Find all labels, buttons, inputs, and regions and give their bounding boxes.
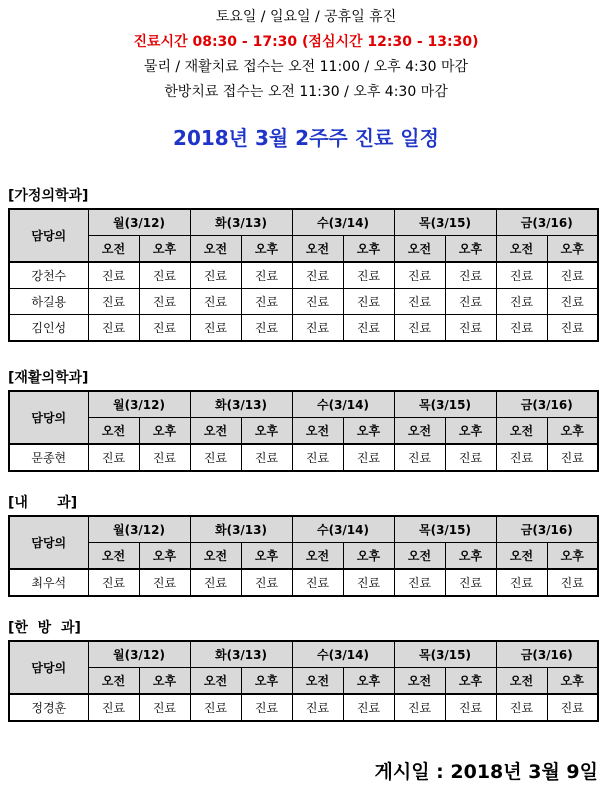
section-2	[8, 493, 598, 597]
doctor-name: 김인성	[9, 315, 88, 342]
schedule-cell: 진료	[139, 315, 190, 342]
doctor-name: 강천수	[9, 262, 88, 289]
schedule-cell: 진료	[547, 444, 598, 471]
day-header: 화(3/13)	[190, 641, 292, 668]
doctor-name: 최우석	[9, 569, 88, 596]
am-header: 오전	[394, 668, 445, 695]
day-header: 수(3/14)	[292, 516, 394, 543]
schedule-cell: 진료	[343, 262, 394, 289]
pm-header: 오후	[139, 236, 190, 263]
schedule-cell: 진료	[496, 569, 547, 596]
day-header: 금(3/16)	[496, 516, 598, 543]
am-header: 오전	[190, 236, 241, 263]
doctor-header: 담당의	[9, 641, 88, 694]
am-header: 오전	[292, 236, 343, 263]
schedule-cell: 진료	[241, 694, 292, 721]
am-header: 오전	[292, 418, 343, 445]
schedule-cell: 진료	[343, 289, 394, 315]
schedule-cell: 진료	[496, 289, 547, 315]
schedule-cell: 진료	[190, 694, 241, 721]
day-header: 목(3/15)	[394, 209, 496, 236]
schedule-table	[8, 208, 599, 342]
schedule-cell: 진료	[445, 315, 496, 342]
day-header: 금(3/16)	[496, 641, 598, 668]
schedule-cell: 진료	[343, 315, 394, 342]
schedule-cell: 진료	[343, 444, 394, 471]
schedule-cell: 진료	[445, 444, 496, 471]
department-label: [가정의학과]	[8, 188, 89, 204]
schedule-cell: 진료	[394, 262, 445, 289]
schedule-cell: 진료	[496, 444, 547, 471]
schedule-cell: 진료	[292, 444, 343, 471]
day-header: 금(3/16)	[496, 391, 598, 418]
schedule-cell: 진료	[292, 262, 343, 289]
doctor-name: 하길용	[9, 289, 88, 315]
day-header: 수(3/14)	[292, 641, 394, 668]
department-label: [한 방 과]	[8, 620, 81, 636]
day-header: 월(3/12)	[88, 641, 190, 668]
pm-header: 오후	[241, 668, 292, 695]
day-header: 화(3/13)	[190, 516, 292, 543]
pm-header: 오후	[343, 418, 394, 445]
pm-header: 오후	[547, 418, 598, 445]
table-row	[9, 315, 598, 342]
schedule-cell: 진료	[394, 315, 445, 342]
doctor-name: 정경훈	[9, 694, 88, 721]
pm-header: 오후	[241, 543, 292, 570]
rehab-notice: 물리 / 재활치료 접수는 오전 11:00 / 오후 4:30 마감	[143, 59, 469, 75]
schedule-cell: 진료	[547, 569, 598, 596]
am-header: 오전	[190, 543, 241, 570]
herbal-notice: 한방치료 접수는 오전 11:30 / 오후 4:30 마감	[164, 84, 448, 100]
schedule-cell: 진료	[394, 569, 445, 596]
day-header: 목(3/15)	[394, 516, 496, 543]
section-0	[8, 186, 598, 342]
schedule-cell: 진료	[496, 262, 547, 289]
schedule-cell: 진료	[190, 315, 241, 342]
table-row	[9, 289, 598, 315]
pm-header: 오후	[241, 418, 292, 445]
am-header: 오전	[190, 668, 241, 695]
posted-date: 게시일 : 2018년 3월 9일	[374, 761, 598, 783]
am-header: 오전	[496, 236, 547, 263]
schedule-cell: 진료	[139, 289, 190, 315]
doctor-name: 문종현	[9, 444, 88, 471]
day-header: 수(3/14)	[292, 209, 394, 236]
pm-header: 오후	[241, 236, 292, 263]
schedule-cell: 진료	[445, 569, 496, 596]
schedule-cell: 진료	[88, 315, 139, 342]
am-header: 오전	[496, 418, 547, 445]
schedule-table	[8, 515, 599, 597]
schedule-cell: 진료	[241, 262, 292, 289]
schedule-cell: 진료	[88, 262, 139, 289]
schedule-cell: 진료	[88, 694, 139, 721]
schedule-cell: 진료	[445, 289, 496, 315]
schedule-cell: 진료	[394, 694, 445, 721]
am-header: 오전	[394, 418, 445, 445]
schedule-cell: 진료	[139, 262, 190, 289]
schedule-cell: 진료	[139, 569, 190, 596]
hours-notice: 진료시간 08:30 - 17:30 (점심시간 12:30 - 13:30)	[133, 34, 479, 50]
schedule-table	[8, 640, 599, 722]
schedule-cell: 진료	[241, 289, 292, 315]
schedule-cell: 진료	[292, 694, 343, 721]
schedule-cell: 진료	[190, 289, 241, 315]
schedule-cell: 진료	[292, 315, 343, 342]
am-header: 오전	[292, 543, 343, 570]
am-header: 오전	[88, 668, 139, 695]
schedule-cell: 진료	[496, 315, 547, 342]
closed-days-notice: 토요일 / 일요일 / 공휴일 휴진	[215, 9, 397, 25]
day-header: 월(3/12)	[88, 209, 190, 236]
schedule-cell: 진료	[241, 315, 292, 342]
doctor-header: 담당의	[9, 209, 88, 262]
schedule-cell: 진료	[547, 694, 598, 721]
am-header: 오전	[292, 668, 343, 695]
table-row	[9, 694, 598, 721]
schedule-cell: 진료	[190, 262, 241, 289]
schedule-cell: 진료	[343, 569, 394, 596]
page-title: 2018년 3월 2주주 진료 일정	[173, 126, 439, 150]
schedule-cell: 진료	[241, 569, 292, 596]
pm-header: 오후	[547, 543, 598, 570]
day-header: 목(3/15)	[394, 641, 496, 668]
schedule-cell: 진료	[88, 289, 139, 315]
pm-header: 오후	[343, 543, 394, 570]
schedule-table	[8, 390, 599, 472]
day-header: 화(3/13)	[190, 209, 292, 236]
schedule-cell: 진료	[190, 444, 241, 471]
am-header: 오전	[88, 543, 139, 570]
day-header: 화(3/13)	[190, 391, 292, 418]
schedule-cell: 진료	[394, 289, 445, 315]
pm-header: 오후	[139, 668, 190, 695]
table-row	[9, 444, 598, 471]
day-header: 월(3/12)	[88, 391, 190, 418]
schedule-cell: 진료	[190, 569, 241, 596]
schedule-cell: 진료	[445, 694, 496, 721]
department-label: [내 과]	[8, 495, 78, 511]
section-3	[8, 618, 598, 722]
pm-header: 오후	[547, 668, 598, 695]
notice-block	[0, 0, 612, 105]
doctor-header: 담당의	[9, 391, 88, 444]
am-header: 오전	[88, 236, 139, 263]
schedule-cell: 진료	[394, 444, 445, 471]
pm-header: 오후	[445, 543, 496, 570]
day-header: 목(3/15)	[394, 391, 496, 418]
am-header: 오전	[496, 543, 547, 570]
pm-header: 오후	[445, 236, 496, 263]
schedule-cell: 진료	[343, 694, 394, 721]
am-header: 오전	[88, 418, 139, 445]
schedule-cell: 진료	[139, 694, 190, 721]
schedule-cell: 진료	[88, 569, 139, 596]
am-header: 오전	[496, 668, 547, 695]
schedule-cell: 진료	[292, 289, 343, 315]
schedule-cell: 진료	[139, 444, 190, 471]
day-header: 수(3/14)	[292, 391, 394, 418]
day-header: 금(3/16)	[496, 209, 598, 236]
section-1	[8, 368, 598, 472]
am-header: 오전	[190, 418, 241, 445]
pm-header: 오후	[139, 543, 190, 570]
schedule-cell: 진료	[547, 289, 598, 315]
pm-header: 오후	[139, 418, 190, 445]
schedule-cell: 진료	[496, 694, 547, 721]
department-label: [재활의학과]	[8, 370, 89, 386]
table-row	[9, 262, 598, 289]
pm-header: 오후	[343, 236, 394, 263]
pm-header: 오후	[445, 418, 496, 445]
schedule-cell: 진료	[88, 444, 139, 471]
am-header: 오전	[394, 236, 445, 263]
schedule-cell: 진료	[547, 262, 598, 289]
pm-header: 오후	[445, 668, 496, 695]
doctor-header: 담당의	[9, 516, 88, 569]
am-header: 오전	[394, 543, 445, 570]
schedule-cell: 진료	[547, 315, 598, 342]
pm-header: 오후	[343, 668, 394, 695]
pm-header: 오후	[547, 236, 598, 263]
schedule-cell: 진료	[445, 262, 496, 289]
day-header: 월(3/12)	[88, 516, 190, 543]
schedule-cell: 진료	[292, 569, 343, 596]
table-row	[9, 569, 598, 596]
schedule-cell: 진료	[241, 444, 292, 471]
